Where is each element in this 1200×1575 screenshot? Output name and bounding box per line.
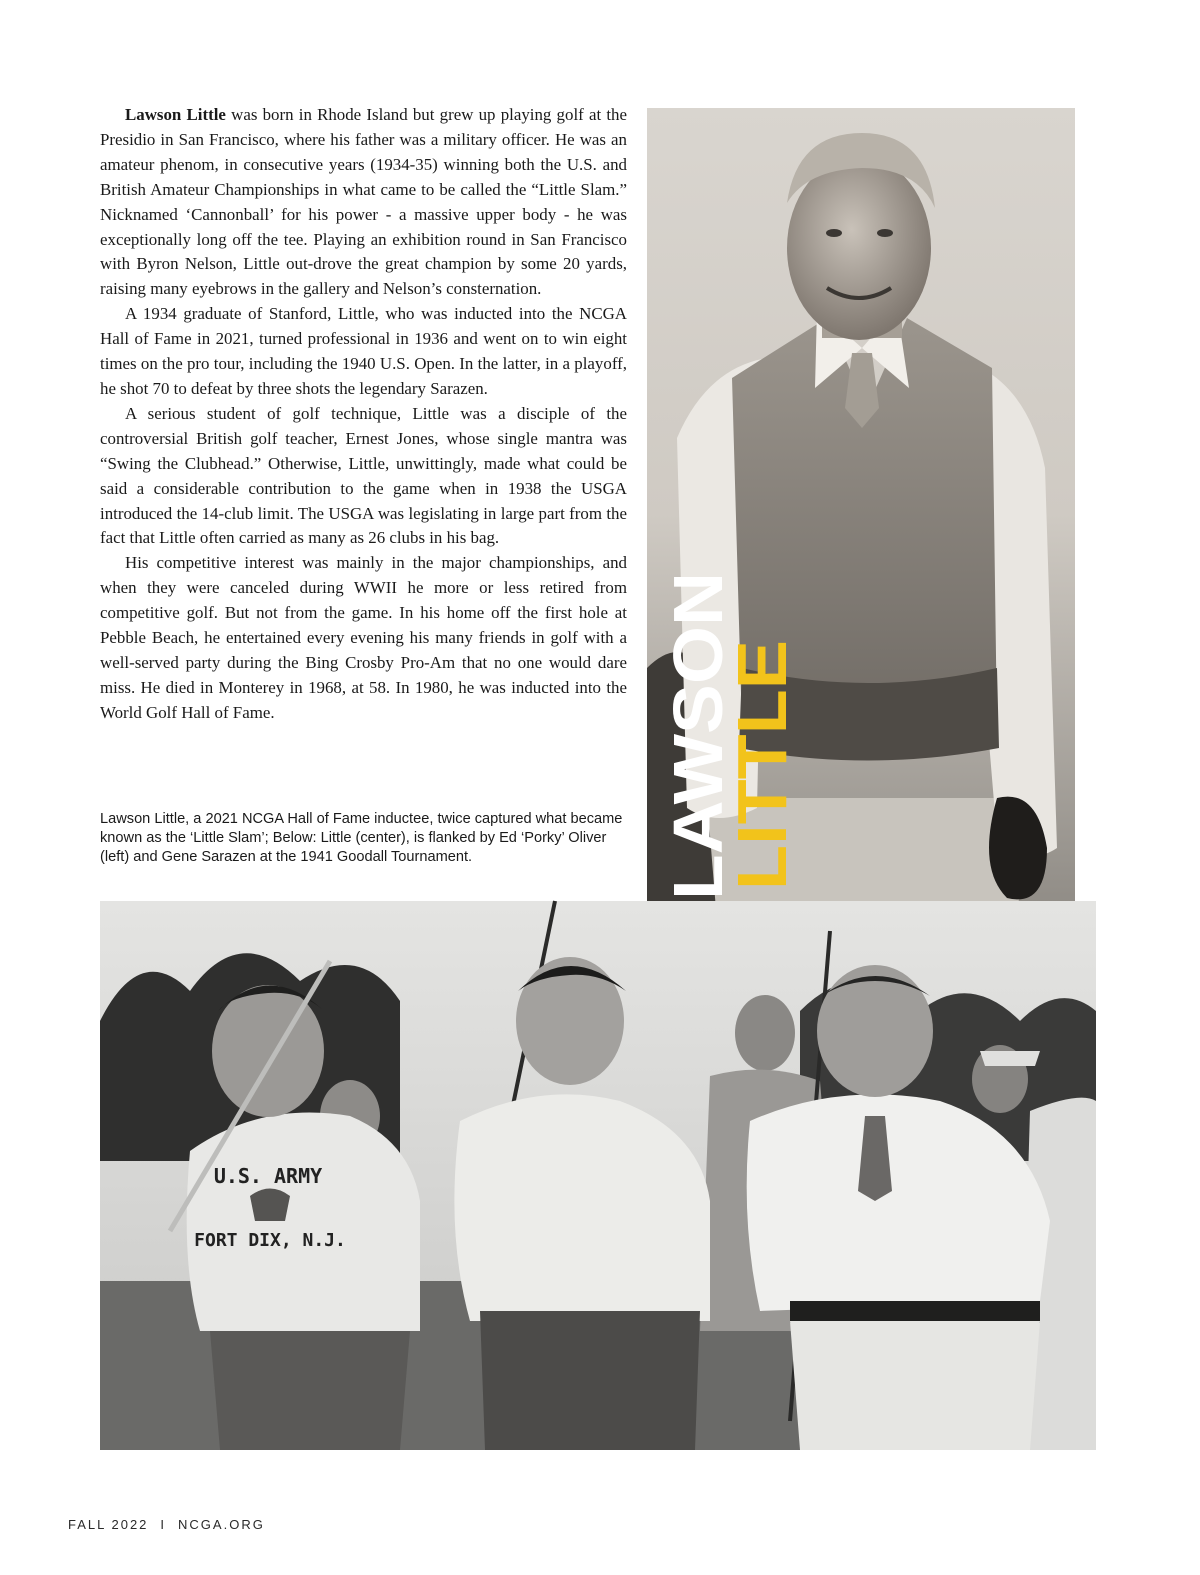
lead-name: Lawson Little [125,105,226,124]
vertical-title [659,570,801,900]
photo-caption: Lawson Little, a 2021 NCGA Hall of Fame inductee, twice captured what became known as the ‘Little Slam’; Below: Little (center), is flanked by Ed ‘Porky’ Oliver (left) and Gene Sarazen at the 1941 Goodall Tournament. [100,811,623,865]
group-photo [100,901,1096,1450]
article-body [100,103,627,726]
vertical-title-line1: LAWSON [659,592,737,900]
article-paragraph-2: A 1934 graduate of Stanford, Little, who was inducted into the NCGA Hall of Fame in 2021, turned professional in 1936 and went on to win eight times on the pro tour, including the 1940 U.S. Open. In the latter, in a playoff, he shot 70 to defeat by three shots the legendary Sarazen. [100,304,627,398]
article-paragraph-1 [100,103,627,302]
paragraph-1-text: was born in Rhode Island but grew up playing golf at the Presidio in San Francisco, where his father was a military officer. He was an amateur phenom, in consecutive years (1934-35) winning both the U.S. and British Amateur Championships in what came to be called the “Little Slam.” Nicknamed ‘Cannonball’ for his power - a massive upper body - he was exceptionally long off the tee. Playing an exhibition round in San Francisco with Byron Nelson, Little out-drove the great champion by some 20 yards, raising many eyebrows in the gallery and Nelson’s consternation. [100,105,627,299]
shirt-text-bottom: FORT DIX, N.J. [194,1230,346,1251]
page-footer [68,1517,265,1532]
shirt-text-top: U.S. ARMY [213,1164,323,1188]
article-paragraph-4: His competitive interest was mainly in the major championships, and when they were canceled during WWII he more or less retired from competitive golf. But not from the game. In his home off the first hole at Pebble Beach, he entertained every evening his many friends in golf with a well-served party during the Bing Crosby Pro-Am that no one would dare miss. He died in Monterey in 1968, at 58. In 1980, he was inducted into the World Golf Hall of Fame. [100,553,627,722]
vertical-title-line2: LITTLE [723,652,801,890]
issue-label: FALL 2022 [68,1517,149,1532]
article-paragraph-3: A serious student of golf technique, Little was a disciple of the controversial British golf teacher, Ernest Jones, whose single mantra was “Swing the Clubhead.” Otherwise, Little, unwittingly, made what could be said a considerable contribution to the game when in 1938 the USGA introduced the 14-club limit. The USGA was legislating in large part from the fact that Little often carried as many as 26 clubs in his bag. [100,403,627,548]
site-link[interactable]: NCGA.ORG [178,1517,265,1532]
footer-separator: I [160,1517,167,1532]
